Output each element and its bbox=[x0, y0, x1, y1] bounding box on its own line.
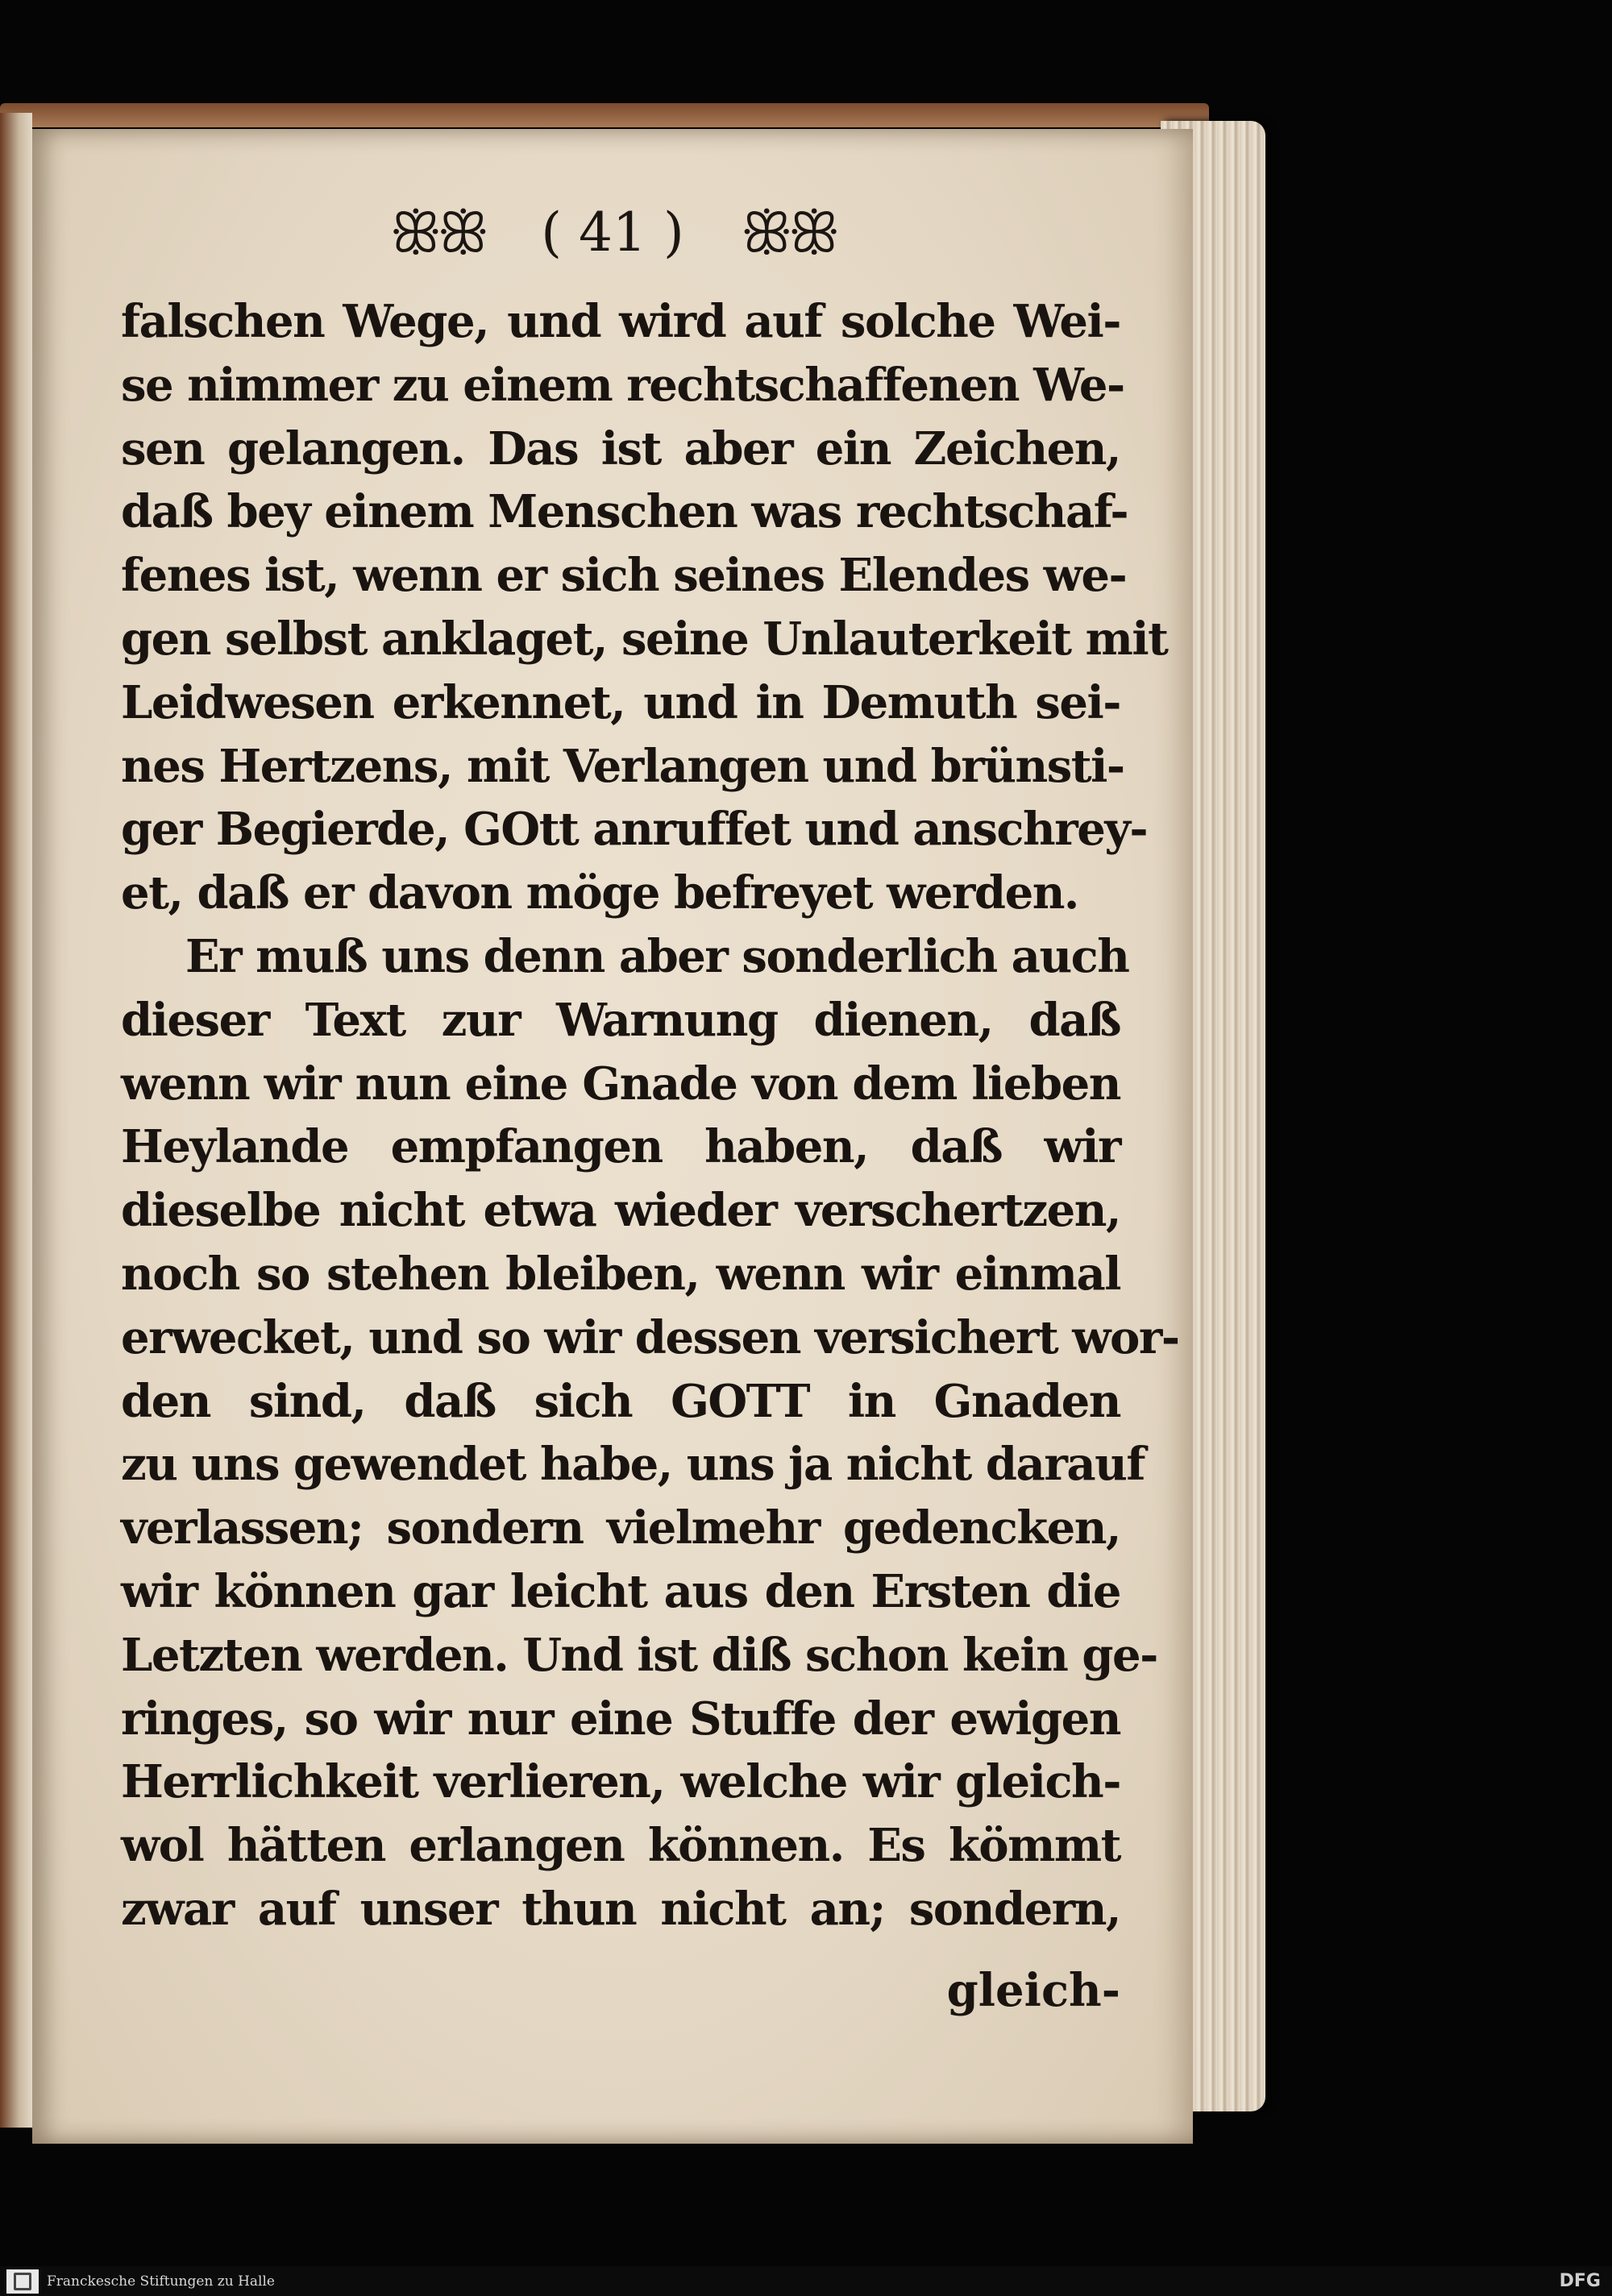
text-line: fenes ist, wenn er sich seines Elendes we- bbox=[121, 549, 1127, 603]
catchword: gleich- bbox=[946, 1964, 1120, 2017]
text-line: Er muß uns denn aber sonderlich auch bbox=[185, 929, 1129, 983]
footer-bar bbox=[0, 2266, 1612, 2296]
page-number: ( 41 ) bbox=[541, 201, 684, 264]
text-line: den sind, daß sich GOTT in Gnaden bbox=[121, 1374, 1120, 1428]
text-line: noch so stehen bleiben, wenn wir einmal bbox=[121, 1247, 1120, 1301]
book-top-edge bbox=[0, 103, 1209, 127]
text-line: et, daß er davon möge befreyet werden. bbox=[121, 866, 1078, 920]
left-page-edge bbox=[0, 113, 32, 2128]
text-line: se nimmer zu einem rechtschaffenen We- bbox=[121, 358, 1124, 412]
text-line: gen selbst anklaget, seine Unlauterkeit mit bbox=[121, 612, 1168, 666]
footer-left bbox=[0, 2269, 275, 2294]
body-text bbox=[121, 290, 1179, 1941]
text-line: daß bey einem Menschen was rechtschaf- bbox=[121, 485, 1128, 539]
text-line: ringes, so wir nur eine Stuffe der ewigen bbox=[121, 1692, 1120, 1746]
institution-name: Franckesche Stiftungen zu Halle bbox=[47, 2273, 275, 2290]
ornament-right-icon: ꕥꕥ bbox=[740, 199, 836, 266]
text-line: dieselbe nicht etwa wieder verschertzen, bbox=[121, 1184, 1120, 1238]
text-line: Herrlichkeit verlieren, welche wir gleich- bbox=[121, 1755, 1120, 1809]
book-page bbox=[32, 129, 1193, 2144]
text-line: erwecket, und so wir dessen versichert wor- bbox=[121, 1310, 1179, 1364]
institution-logo-icon bbox=[6, 2269, 39, 2294]
text-line: zu uns gewendet habe, uns ja nicht darauf bbox=[121, 1438, 1145, 1492]
text-line: wir können gar leicht aus den Ersten die bbox=[121, 1564, 1120, 1618]
text-line: nes Hertzens, mit Verlangen und brünsti- bbox=[121, 739, 1124, 793]
page-header bbox=[32, 201, 1193, 264]
text-line: wenn wir nun eine Gnade von dem lieben bbox=[121, 1057, 1120, 1111]
text-line: ger Begierde, GOtt anruffet und anschrey- bbox=[121, 803, 1148, 857]
dfg-logo: DFG bbox=[1559, 2271, 1601, 2291]
text-line: wol hätten erlangen können. Es kömmt bbox=[121, 1819, 1120, 1873]
text-line: zwar auf unser thun nicht an; sondern, bbox=[121, 1882, 1120, 1936]
text-line: Leidwesen erkennet, und in Demuth sei- bbox=[121, 675, 1120, 729]
text-line: falschen Wege, und wird auf solche Wei- bbox=[121, 295, 1120, 348]
text-line: Heylande empfangen haben, daß wir bbox=[121, 1120, 1120, 1174]
text-line: Letzten werden. Und ist diß schon kein ge- bbox=[121, 1628, 1157, 1682]
text-line: sen gelangen. Das ist aber ein Zeichen, bbox=[121, 421, 1120, 475]
ornament-left-icon: ꕥꕥ bbox=[389, 199, 485, 266]
text-line: dieser Text zur Warnung dienen, daß bbox=[121, 993, 1120, 1047]
text-line: verlassen; sondern vielmehr gedencken, bbox=[121, 1501, 1120, 1555]
